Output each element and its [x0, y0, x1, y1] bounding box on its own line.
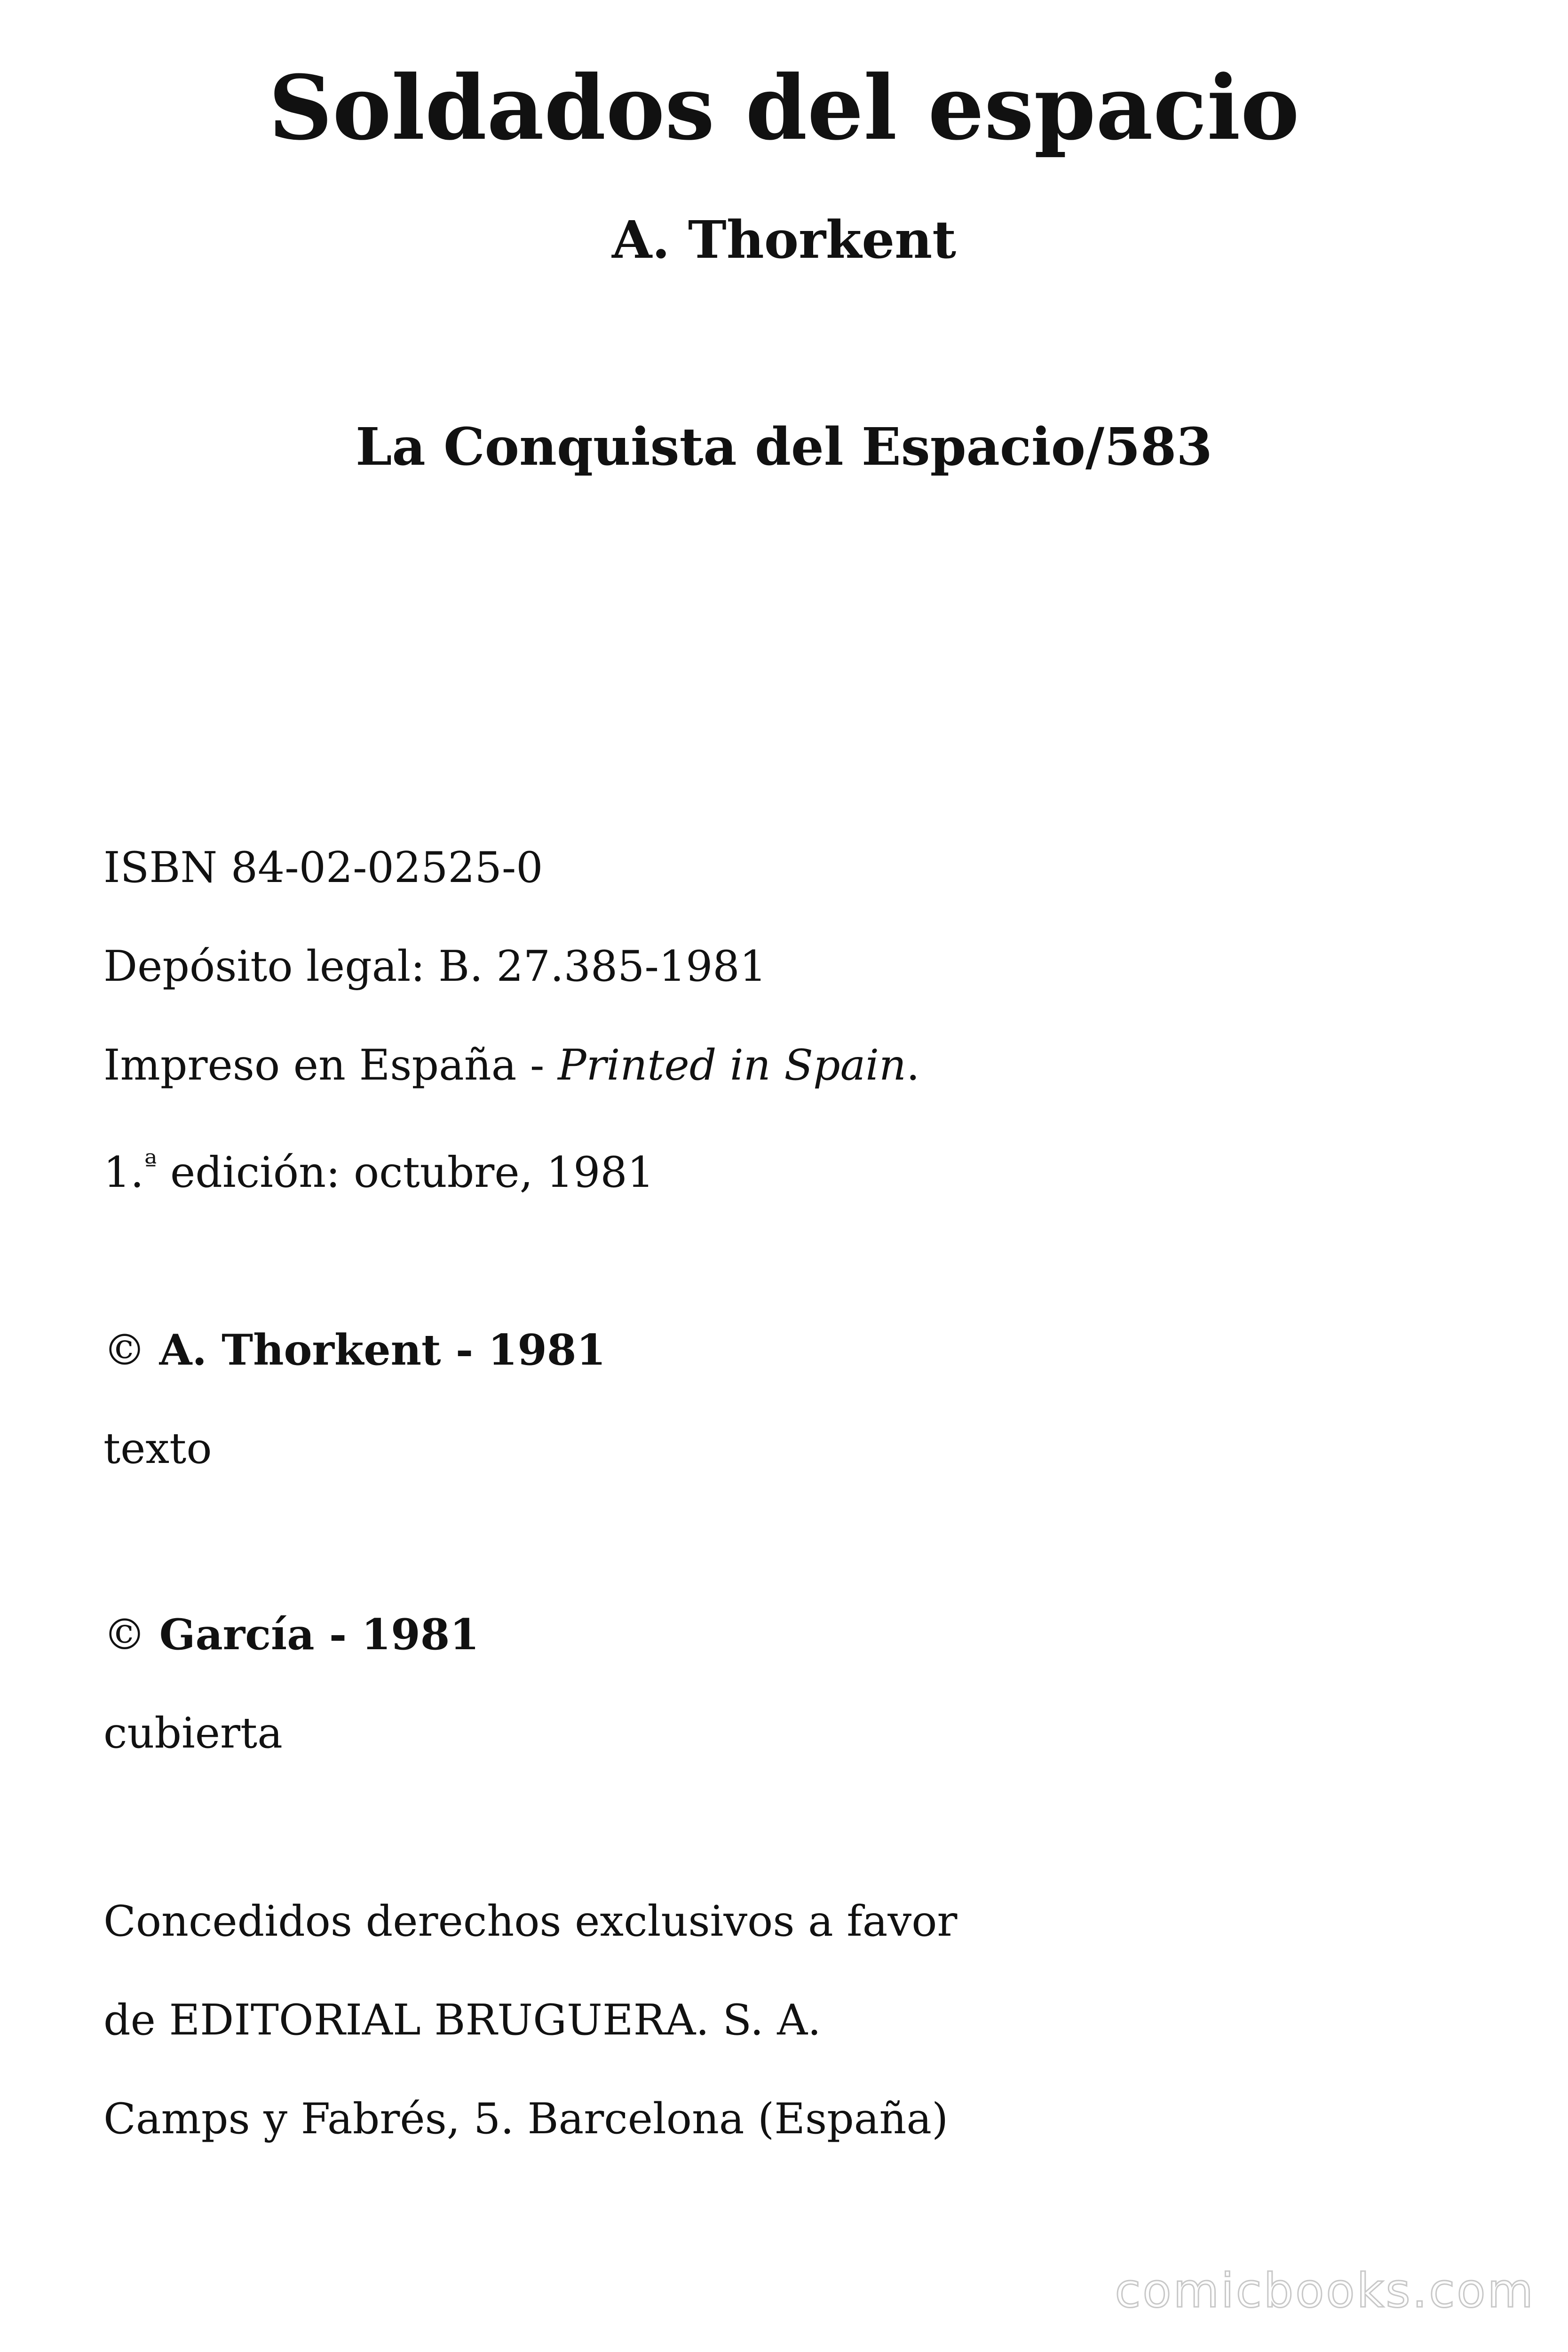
printed-in-line: [103, 1037, 920, 1094]
edition-number: 1.: [103, 1148, 144, 1197]
deposito-legal-line: Depósito legal: B. 27.385-1981: [103, 942, 767, 991]
printed-in-suffix: .: [906, 1041, 920, 1090]
book-author: A. Thorkent: [611, 209, 957, 270]
rights-line-2: de EDITORIAL BRUGUERA. S. A.: [103, 1995, 821, 2045]
book-title: Soldados del espacio: [269, 56, 1299, 160]
copyright-text-line: [103, 1322, 606, 1379]
copyright-cover-line: [103, 1606, 479, 1663]
edition-ordinal: ª: [143, 1148, 157, 1180]
copyright-text-holder: A. Thorkent - 1981: [159, 1325, 606, 1375]
edition-line: [103, 1136, 654, 1201]
copyright-text-role: texto: [103, 1424, 212, 1473]
rights-line-3: Camps y Fabrés, 5. Barcelona (España): [103, 2094, 949, 2144]
watermark: comicbooks.com: [1115, 2263, 1535, 2318]
printed-in-spanish: Impreso en España -: [103, 1041, 558, 1090]
copyright-cover-holder: García - 1981: [159, 1610, 480, 1660]
copyright-symbol: ©: [103, 1326, 146, 1375]
printed-in-english: Printed in Spain: [558, 1041, 907, 1090]
isbn-line: ISBN 84-02-02525-0: [103, 843, 543, 892]
edition-date: edición: octubre, 1981: [157, 1148, 654, 1197]
copyright-symbol: ©: [103, 1610, 146, 1660]
series-name: La Conquista del Espacio/583: [356, 416, 1212, 477]
copyright-cover-role: cubierta: [103, 1708, 283, 1758]
rights-line-1: Concedidos derechos exclusivos a favor: [103, 1897, 958, 1946]
